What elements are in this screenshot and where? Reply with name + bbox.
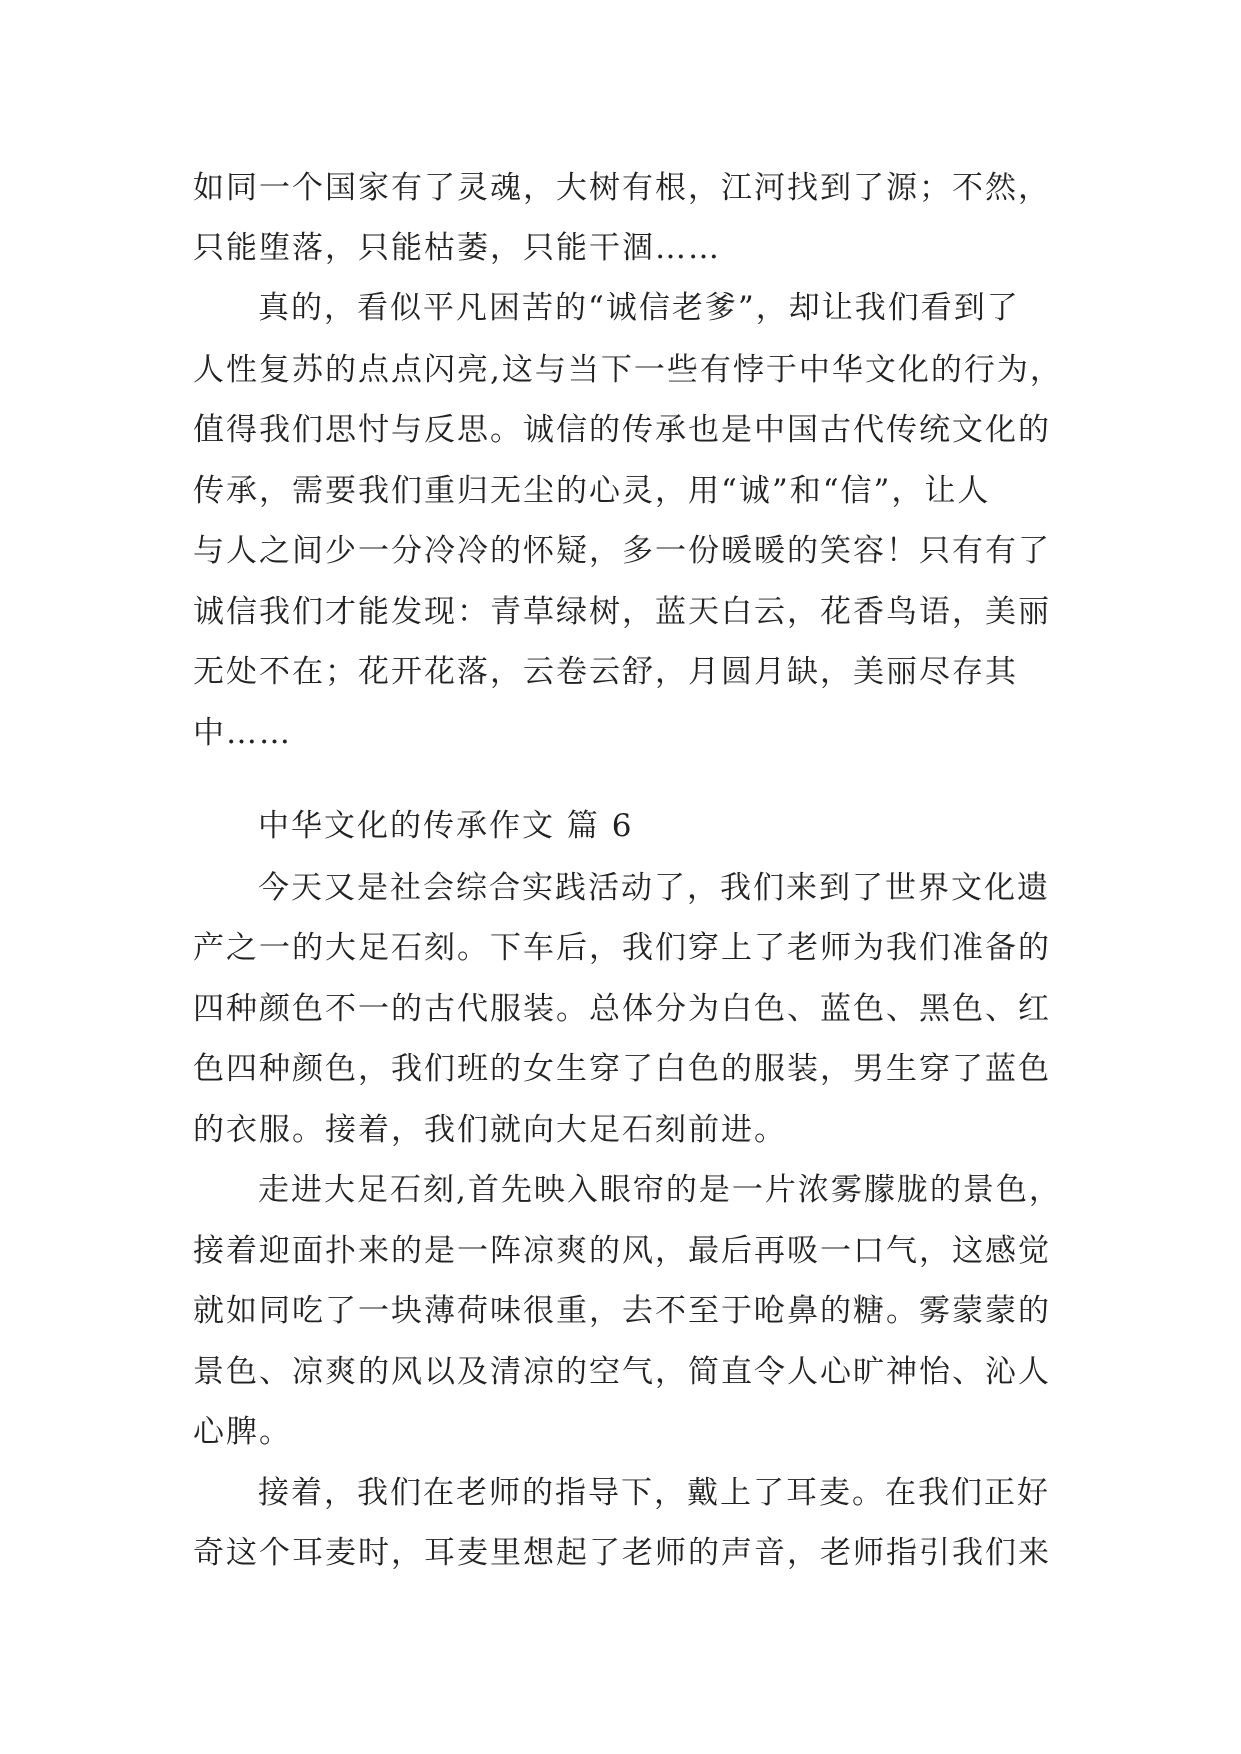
paragraph-line: 如同一个国家有了灵魂，大树有根，江河找到了源；不然， bbox=[193, 170, 1051, 206]
paragraph-line: 诚信我们才能发现：青草绿树，蓝天白云，花香鸟语，美丽 bbox=[193, 594, 1051, 630]
paragraph-line: 产之一的大足石刻。下车后，我们穿上了老师为我们准备的 bbox=[193, 930, 1051, 966]
paragraph-line: 景色、凉爽的风以及清凉的空气，简直令人心旷神怡、沁人 bbox=[193, 1354, 1051, 1390]
paragraph-line: 与人之间少一分冷冷的怀疑，多一份暖暖的笑容！只有有了 bbox=[193, 533, 1051, 569]
paragraph-line: 真的，看似平凡困苦的“诚信老爹”，却让我们看到了 bbox=[258, 290, 1020, 326]
paragraph-line: 只能堕落，只能枯萎，只能干涸…… bbox=[193, 230, 721, 266]
paragraph-line: 四种颜色不一的古代服装。总体分为白色、蓝色、黑色、红 bbox=[193, 991, 1051, 1027]
paragraph-line: 人性复苏的点点闪亮,这与当下一些有悖于中华文化的行为， bbox=[193, 352, 1063, 388]
paragraph-line: 色四种颜色，我们班的女生穿了白色的服装，男生穿了蓝色 bbox=[193, 1051, 1051, 1087]
paragraph-line: 心脾。 bbox=[193, 1414, 292, 1450]
paragraph-line: 走进大足石刻,首先映入眼帘的是一片浓雾朦胧的景色， bbox=[258, 1172, 1062, 1208]
paragraph-line: 值得我们思忖与反思。诚信的传承也是中国古代传统文化的 bbox=[193, 412, 1051, 448]
paragraph-line: 奇这个耳麦时，耳麦里想起了老师的声音，老师指引我们来 bbox=[193, 1535, 1051, 1571]
paragraph-line: 传承，需要我们重归无尘的心灵，用“诚”和“信”，让人 bbox=[193, 473, 991, 509]
paragraph-line: 无处不在；花开花落，云卷云舒，月圆月缺，美丽尽存其 bbox=[193, 654, 1018, 690]
paragraph-line: 接着迎面扑来的是一阵凉爽的风，最后再吸一口气，这感觉 bbox=[193, 1233, 1051, 1269]
paragraph-line: 的衣服。接着，我们就向大足石刻前进。 bbox=[193, 1112, 787, 1148]
paragraph-line: 接着，我们在老师的指导下，戴上了耳麦。在我们正好 bbox=[258, 1475, 1050, 1511]
paragraph-line: 中…… bbox=[193, 715, 292, 751]
paragraph-line: 今天又是社会综合实践活动了，我们来到了世界文化遗 bbox=[258, 870, 1050, 906]
paragraph-line: 就如同吃了一块薄荷味很重，去不至于呛鼻的糖。雾蒙蒙的 bbox=[193, 1293, 1051, 1329]
section-heading: 中华文化的传承作文 篇 6 bbox=[258, 808, 634, 844]
